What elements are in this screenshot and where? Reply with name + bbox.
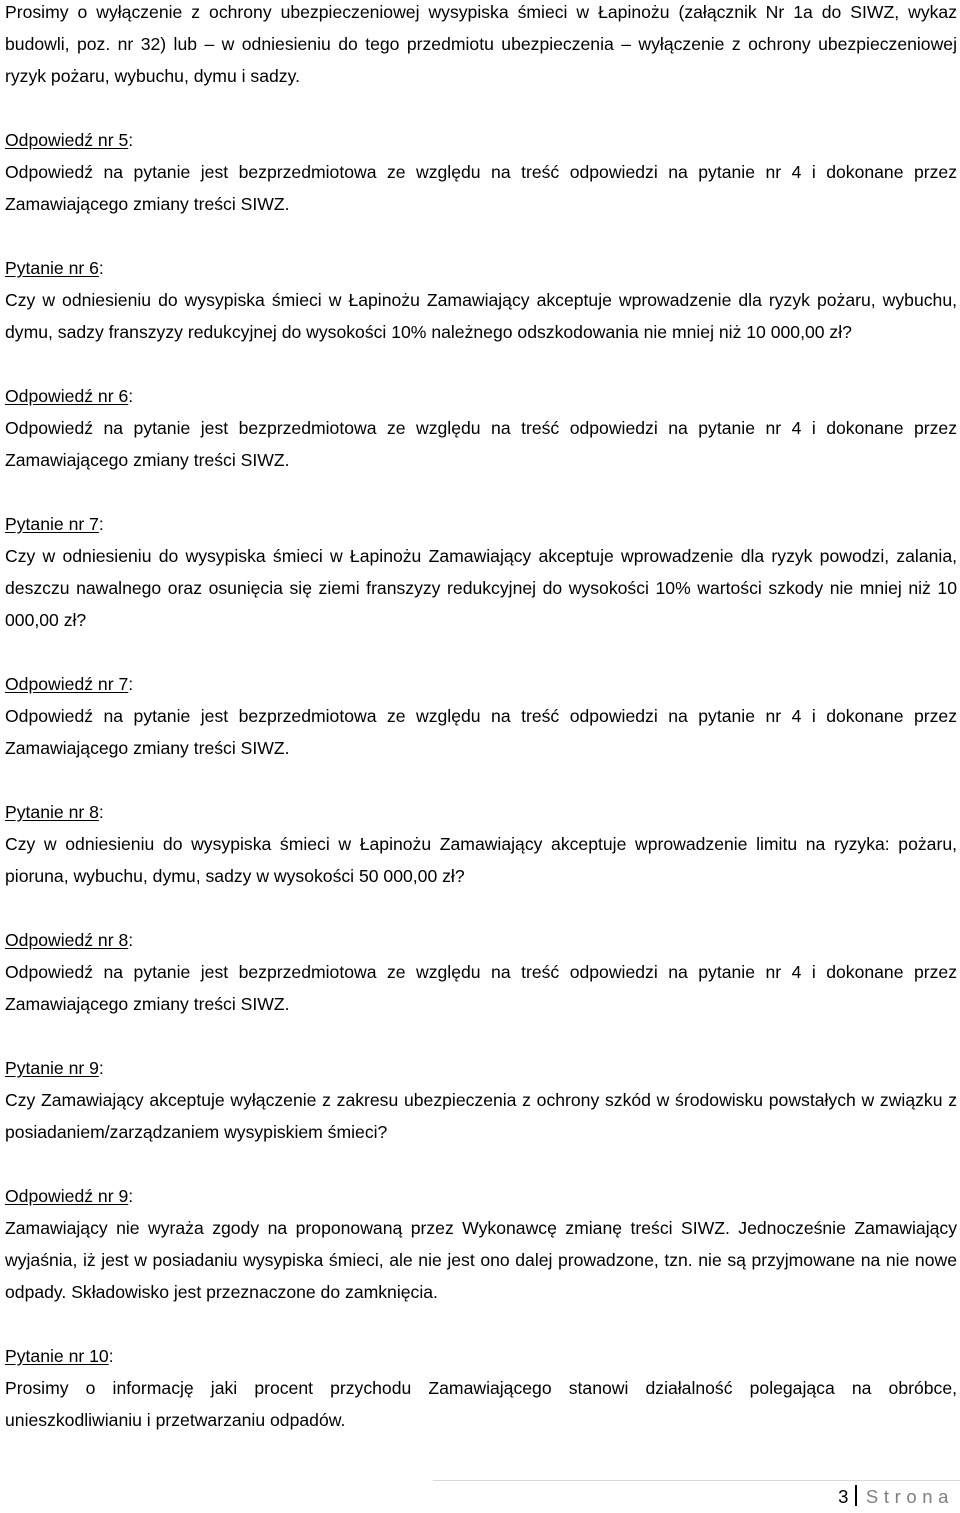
question-8-block (5, 796, 957, 892)
answer-6-heading (5, 380, 957, 412)
answer-6-text: Odpowiedź na pytanie jest bezprzedmiotowa ze względu na treść odpowiedzi na pytanie nr 4 i dokonane przez Zamawiającego zmiany treści SIWZ. (5, 418, 957, 470)
answer-5-text: Odpowiedź na pytanie jest bezprzedmiotowa ze względu na treść odpowiedzi na pytanie nr 4 i dokonane przez Zamawiającego zmiany treści SIWZ. (5, 162, 957, 214)
question-10-block (5, 1340, 957, 1436)
answer-5-block (5, 124, 957, 220)
question-8-heading (5, 796, 957, 828)
answer-6-label: Odpowiedź nr 6 (5, 386, 129, 406)
answer-7-block (5, 668, 957, 764)
answer-5-label: Odpowiedź nr 5 (5, 130, 129, 150)
answer-8-block (5, 924, 957, 1020)
intro-block (5, 0, 957, 92)
question-7-block (5, 508, 957, 636)
question-8-text: Czy w odniesieniu do wysypiska śmieci w Łapinożu Zamawiający akceptuje wprowadzenie limitu na ryzyka: pożaru, pioruna, wybuchu, dymu, sadzy w wysokości 50 000,00 zł? (5, 834, 957, 886)
answer-5-colon: : (128, 130, 134, 150)
answer-8-label: Odpowiedź nr 8 (5, 930, 129, 950)
question-9-label: Pytanie nr 9 (5, 1058, 99, 1078)
answer-6-block (5, 380, 957, 476)
question-7-colon: : (98, 514, 104, 534)
answer-6-colon: : (128, 386, 134, 406)
question-6-heading (5, 252, 957, 284)
question-7-heading (5, 508, 957, 540)
question-7-text: Czy w odniesieniu do wysypiska śmieci w Łapinożu Zamawiający akceptuje wprowadzenie dla ryzyk powodzi, zalania, deszczu nawalnego oraz osunięcia się ziemi franszyzy redukcyjnej do wysokości 10% wartości szkody nie mniej niż 10 000,00 zł? (5, 546, 957, 630)
question-6-label: Pytanie nr 6 (5, 258, 99, 278)
question-8-label: Pytanie nr 8 (5, 802, 99, 822)
answer-5-heading (5, 124, 957, 156)
question-10-label: Pytanie nr 10 (5, 1346, 109, 1366)
answer-7-label: Odpowiedź nr 7 (5, 674, 129, 694)
answer-8-heading (5, 924, 957, 956)
question-9-colon: : (98, 1058, 104, 1078)
page-footer (0, 1476, 960, 1513)
question-10-text: Prosimy o informację jaki procent przychodu Zamawiającego stanowi działalność polegająca na obróbce, unieszkodliwianiu i przetwarzaniu odpadów. (5, 1378, 957, 1430)
answer-9-heading (5, 1180, 957, 1212)
question-6-block (5, 252, 957, 348)
answer-8-text: Odpowiedź na pytanie jest bezprzedmiotowa ze względu na treść odpowiedzi na pytanie nr 4 i dokonane przez Zamawiającego zmiany treści SIWZ. (5, 962, 957, 1014)
question-9-heading (5, 1052, 957, 1084)
question-10-colon: : (108, 1346, 114, 1366)
question-6-colon: : (98, 258, 104, 278)
question-7-label: Pytanie nr 7 (5, 514, 99, 534)
answer-9-colon: : (128, 1186, 134, 1206)
answer-9-label: Odpowiedź nr 9 (5, 1186, 129, 1206)
question-9-text: Czy Zamawiający akceptuje wyłączenie z zakresu ubezpieczenia z ochrony szkód w środowisku powstałych w związku z posiadaniem/zarządzaniem wysypiskiem śmieci? (5, 1090, 957, 1142)
question-10-heading (5, 1340, 957, 1372)
question-6-text: Czy w odniesieniu do wysypiska śmieci w Łapinożu Zamawiający akceptuje wprowadzenie dla ryzyk pożaru, wybuchu, dymu, sadzy franszyzy redukcyjnej do wysokości 10% należnego odszkodowania nie mniej niż 10 000,00 zł? (5, 290, 957, 342)
question-9-block (5, 1052, 957, 1148)
answer-9-block (5, 1180, 957, 1308)
document-body (5, 0, 957, 1468)
answer-7-heading (5, 668, 957, 700)
answer-8-colon: : (128, 930, 134, 950)
page-label: Strona (865, 1486, 954, 1507)
page-number-indicator (838, 1484, 954, 1510)
intro-paragraph: Prosimy o wyłączenie z ochrony ubezpieczeniowej wysypiska śmieci w Łapinożu (załącznik Nr 1a do SIWZ, wykaz budowli, poz. nr 32) lub – w odniesieniu do tego przedmiotu ubezpieczenia – wyłączenie z ochrony ubezpieczeniowej ryzyk pożaru, wybuchu, dymu i sadzy. (5, 2, 957, 86)
page-number: 3 (838, 1486, 849, 1507)
answer-7-text: Odpowiedź na pytanie jest bezprzedmiotowa ze względu na treść odpowiedzi na pytanie nr 4 i dokonane przez Zamawiającego zmiany treści SIWZ. (5, 706, 957, 758)
answer-7-colon: : (128, 674, 134, 694)
question-8-colon: : (98, 802, 104, 822)
footer-divider (433, 1480, 960, 1481)
answer-9-text: Zamawiający nie wyraża zgody na proponowaną przez Wykonawcę zmianę treści SIWZ. Jednocześnie Zamawiający wyjaśnia, iż jest w posiadaniu wysypiska śmieci, ale nie jest ono dalej prowadzone, tzn. nie są przyjmowane na nie nowe odpady. Składowisko jest przeznaczone do zamknięcia. (5, 1218, 957, 1302)
footer-separator (855, 1485, 857, 1506)
